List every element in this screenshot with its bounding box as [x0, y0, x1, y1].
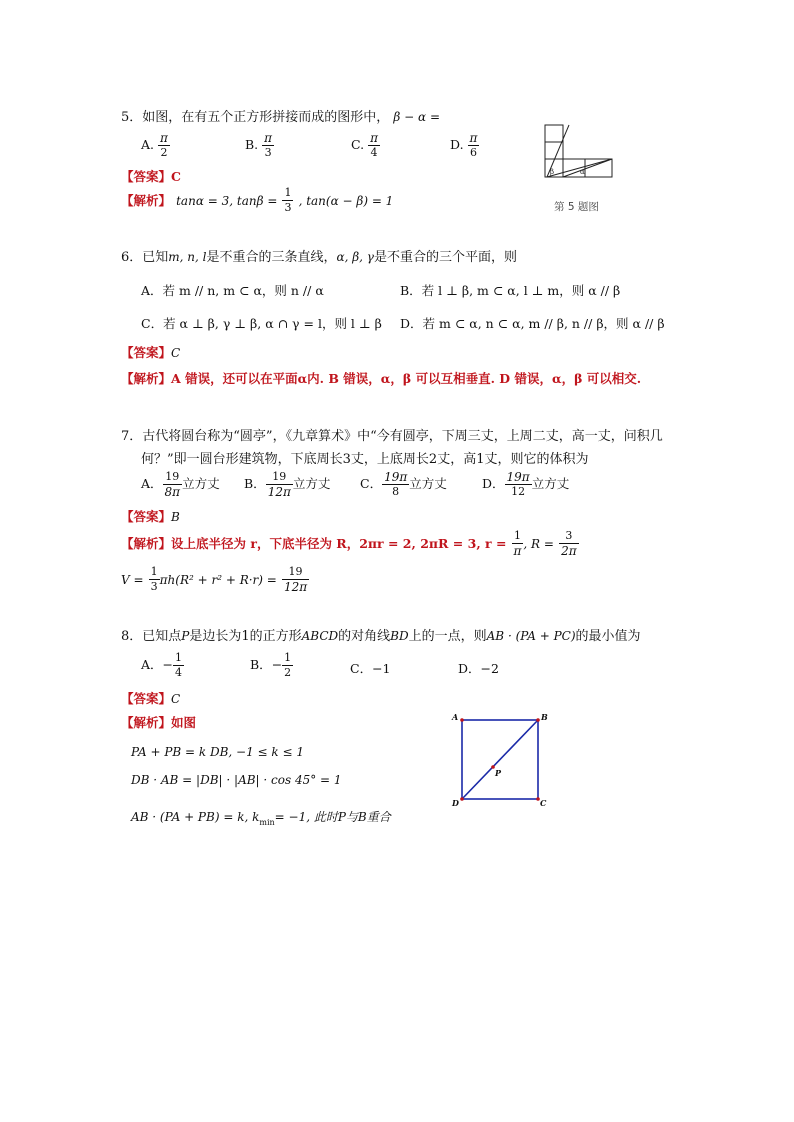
q7-option-b	[244, 470, 330, 499]
q8-answer	[121, 688, 180, 707]
option-label: A.	[141, 137, 155, 152]
answer-value: C	[171, 169, 181, 184]
stem-text: 上的一点，则	[408, 629, 487, 644]
q6-analysis	[121, 369, 641, 387]
stem-math: P	[181, 629, 190, 643]
option-label: B．	[250, 657, 272, 672]
formula-text: V =	[121, 573, 144, 587]
option-value: −2	[480, 661, 499, 676]
q8-option-a	[141, 651, 184, 680]
vertex-d	[460, 797, 464, 801]
q8-option-b	[250, 651, 293, 680]
fraction: $\frac{\pi}{4}$	[370, 131, 378, 159]
answer-value: C	[171, 346, 181, 360]
stem-math: ABCD	[301, 629, 339, 643]
analysis-tag: 【解析】	[121, 536, 172, 551]
beta-label: β	[550, 168, 555, 176]
q6-option-c: C．若 α ⊥ β, γ ⊥ β, α ∩ γ = l，则 l ⊥ β	[141, 316, 382, 331]
option-unit: 立方丈	[182, 476, 220, 491]
fraction: $\frac{19}{12\pi}$	[267, 470, 291, 499]
square-1	[545, 125, 563, 142]
stem-text: 是不重合的三条直线，	[206, 250, 337, 265]
q8-stem	[121, 625, 641, 644]
stem-math: α, β, γ	[336, 250, 374, 264]
fraction: $\frac{\pi}{6}$	[469, 131, 478, 159]
analysis-tag: 【解析】	[121, 193, 172, 208]
analysis-math: tanα = 3, tanβ =	[176, 194, 278, 208]
q8-option-c	[350, 659, 391, 677]
q7-option-c	[360, 470, 447, 499]
analysis-text: 如图	[171, 715, 197, 730]
q5-stem	[121, 106, 440, 125]
q6-option-b: B．若 l ⊥ β, m ⊂ α, l ⊥ m，则 α // β	[400, 283, 621, 298]
diagonal-bd	[462, 720, 538, 799]
q6-option-a: A．若 m // n, m ⊂ α，则 n // α	[141, 283, 324, 298]
option-unit: 立方丈	[531, 476, 570, 491]
option-label: D．	[482, 476, 505, 491]
fraction: $\frac{19}{8\pi}$	[164, 470, 181, 499]
q8-figure	[448, 710, 554, 810]
option-label: C．	[350, 661, 373, 676]
fraction: $\frac{1}{4}$	[175, 651, 183, 679]
answer-tag: 【答案】	[121, 691, 172, 706]
q8-step-1: PA + PB = k DB, −1 ≤ k ≤ 1	[131, 745, 305, 759]
stem-text: 8．已知点	[121, 629, 182, 644]
label-d: D	[452, 798, 459, 808]
q7-stem-line-2: 何？”即一圆台形建筑物，下底周长3丈，上底周长2丈，高1丈，则它的体积为	[141, 452, 589, 467]
option-value: −1	[372, 661, 391, 676]
analysis-tag: 【解析】	[121, 371, 172, 386]
fraction: $\frac{1}{3}$	[150, 565, 158, 593]
analysis-text: A 错误，还可以在平面α内. B 错误，α，β 可以互相垂直. D 错误，α，β 可以相交.	[171, 371, 642, 386]
square-5	[585, 159, 612, 177]
answer-value: C	[171, 692, 181, 706]
answer-tag: 【答案】	[121, 509, 172, 524]
q7-option-d	[482, 470, 569, 499]
option-unit: 立方丈	[292, 476, 331, 491]
q5-option-b	[245, 131, 274, 160]
stem-math: AB · (PA + PC)	[486, 629, 576, 643]
q6-answer	[121, 342, 180, 361]
option-unit: 立方丈	[409, 476, 447, 491]
vertex-a	[460, 718, 464, 722]
option-label: B.	[245, 137, 259, 152]
q7-answer	[121, 506, 180, 525]
q7-analysis	[121, 529, 579, 558]
option-label: C．	[360, 476, 383, 491]
formula-text: πh(R² + r² + R·r) =	[159, 573, 277, 587]
alpha-label: α	[580, 168, 585, 176]
fraction: $\frac{\pi}{3}$	[264, 131, 273, 159]
q5-option-c	[351, 131, 380, 160]
fraction: $\frac{19\pi}{12}$	[506, 470, 530, 498]
option-label: C.	[351, 137, 365, 152]
vertex-b	[536, 718, 540, 722]
q5-figure-caption: 第 5 题图	[554, 201, 599, 213]
fraction: $\frac{19\pi}{8}$	[384, 470, 408, 498]
label-c: C	[540, 798, 547, 808]
q6-stem	[121, 246, 517, 265]
stem-math: BD	[390, 629, 409, 643]
answer-value: B	[171, 510, 180, 524]
q5-stem-math: β − α =	[393, 110, 441, 124]
q7-formula	[121, 565, 309, 594]
stem-math: m, n, l	[168, 250, 207, 264]
stem-text: 是不重合的三个平面，则	[373, 250, 517, 265]
step-text: AB · (PA + PB) = k, k	[131, 810, 260, 824]
fraction: $\frac{1}{3}$	[284, 186, 292, 214]
answer-tag: 【答案】	[121, 169, 172, 184]
q7-option-a	[141, 470, 220, 499]
option-sign: −	[162, 657, 174, 672]
stem-text: 的最小值为	[575, 629, 641, 644]
option-label: A．	[141, 657, 163, 672]
fraction: $\frac{3}{2\pi}$	[561, 529, 577, 558]
label-b: B	[541, 712, 548, 722]
stem-text: 是边长为1的正方形	[189, 629, 302, 644]
q8-step-2: DB · AB = |DB| · |AB| · cos 45° = 1	[131, 773, 342, 787]
option-label: B．	[244, 476, 266, 491]
q5-option-a	[141, 131, 170, 160]
stem-text: 的对角线	[338, 629, 391, 644]
q5-figure	[540, 122, 620, 194]
label-a: A	[452, 712, 459, 722]
fraction: $\frac{1}{\pi}$	[513, 529, 522, 558]
analysis-math: , R =	[523, 537, 554, 551]
option-label: D．	[458, 661, 481, 676]
q8-step-3	[131, 806, 391, 827]
q5-analysis	[121, 186, 393, 215]
q5-option-d	[450, 131, 479, 160]
option-sign: −	[271, 657, 283, 672]
answer-tag: 【答案】	[121, 345, 172, 360]
q8-option-d	[458, 659, 499, 677]
label-p: P	[495, 768, 502, 778]
fraction: $\frac{1}{2}$	[284, 651, 292, 679]
analysis-math: , tan(α − β) = 1	[298, 194, 394, 208]
step-subscript: min	[259, 818, 275, 828]
stem-text: 6．已知	[121, 250, 169, 265]
analysis-tag: 【解析】	[121, 715, 172, 730]
q8-analysis	[121, 712, 196, 731]
q7-stem-line-1: 7．古代将圆台称为“圆亭”，《九章算术》中“今有圆亭，下周三丈，上周二丈，高一丈，问积几	[121, 429, 663, 444]
option-label: D.	[450, 137, 464, 152]
fraction: $\frac{19}{12\pi}$	[283, 565, 308, 594]
q5-stem-text: 5．如图，在有五个正方形拼接而成的图形中，	[121, 110, 390, 125]
fraction: $\frac{\pi}{2}$	[160, 131, 168, 159]
q5-answer	[121, 166, 181, 185]
q6-option-d: D．若 m ⊂ α, n ⊂ α, m // β, n // β，则 α // β	[400, 316, 665, 331]
step-text: = −1, 此时P与B重合	[274, 810, 391, 824]
option-label: A．	[141, 476, 163, 491]
analysis-text: 设上底半径为 r，下底半径为 R，2πr = 2, 2πR = 3, r =	[171, 536, 507, 551]
